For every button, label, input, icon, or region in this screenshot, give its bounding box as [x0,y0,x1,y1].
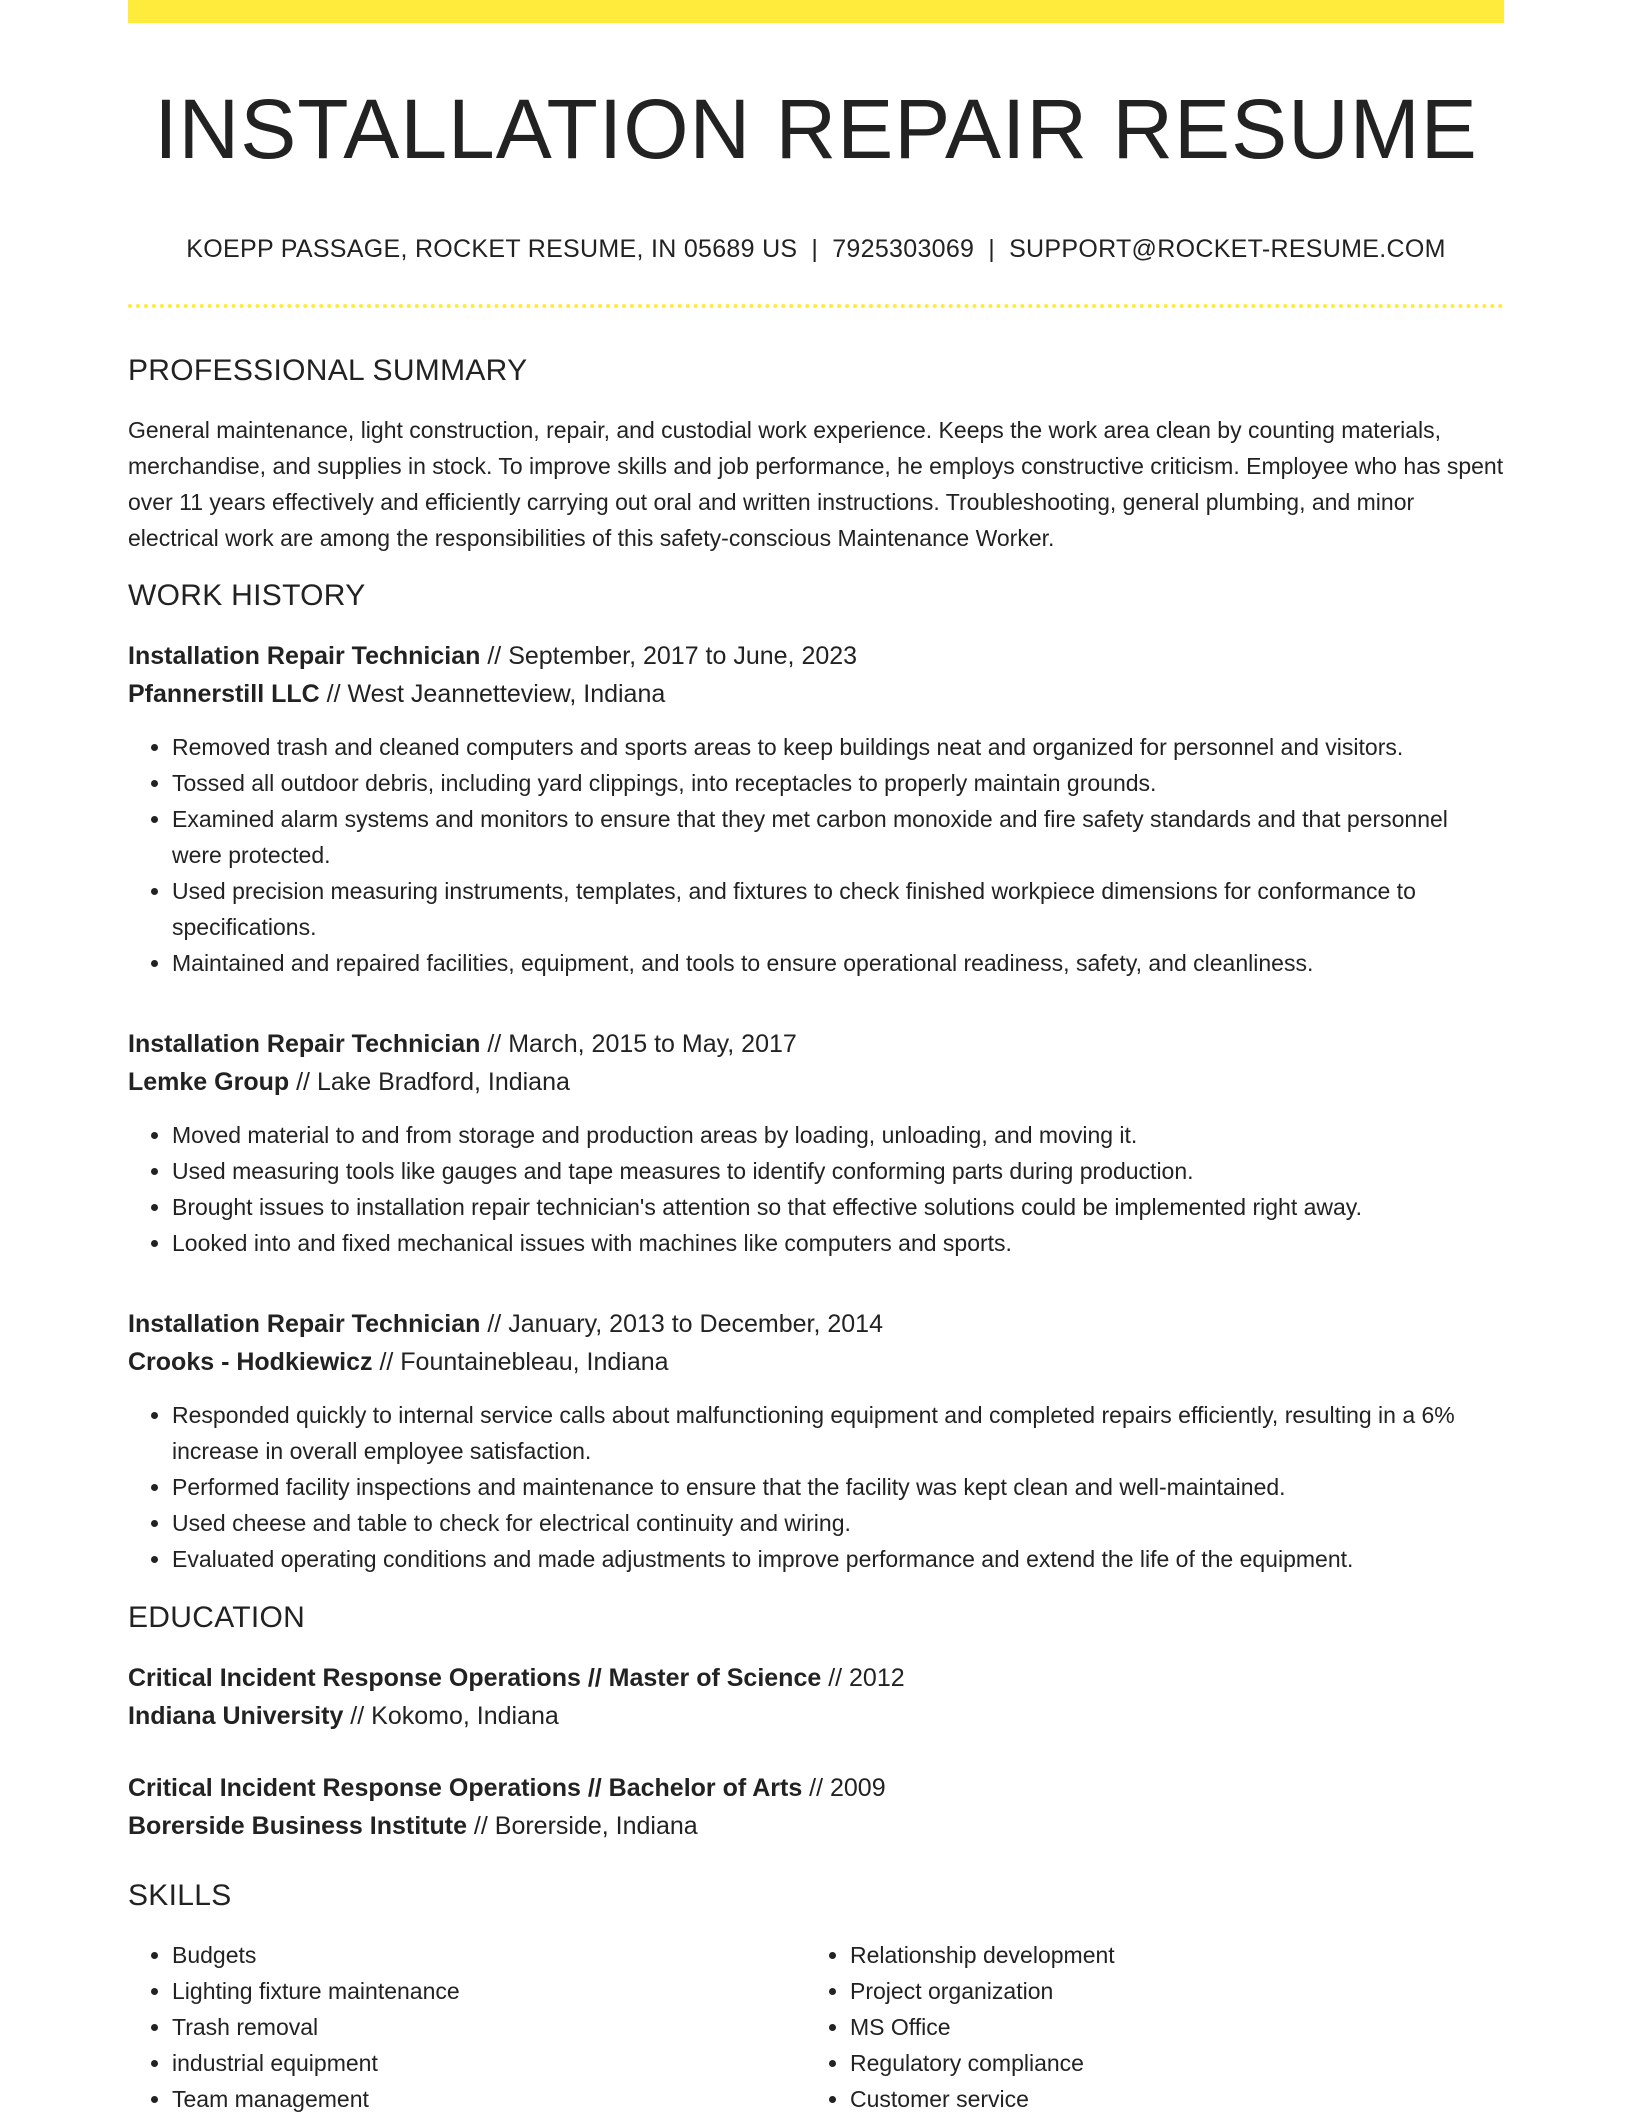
job-duty: • Used precision measuring instruments, templates, and fixtures to check finished workpiece dimensions for conformance to specifications. [172,873,1504,945]
summary-text: General maintenance, light construction, repair, and custodial work experience. Keeps the work area clean by counting materials, merchandise, and supplies in stock. To improve skills and job performance, he employs constructive criticism. Employee who has spent over 11 years effectively and efficiently carrying out oral and written instructions. Troubleshooting, general plumbing, and minor electrical work are among the responsibilities of this safety-conscious Maintenance Worker. [128,417,1504,552]
dotted-divider [128,304,1504,308]
job-duty: • Moved material to and from storage and production areas by loading, unloading, and moving it. [172,1117,1504,1153]
job-duty: • Removed trash and cleaned computers and sports areas to keep buildings neat and organized for personnel and visitors. [172,729,1504,765]
job-duty: • Used measuring tools like gauges and tape measures to identify conforming parts during production. [172,1153,1504,1189]
job-title-line [128,1025,1504,1063]
skill-item: • Customer service [850,2081,1484,2117]
skill-item: • MS Office [850,2009,1484,2045]
job-dates: // September, 2017 to June, 2023 [480,642,858,671]
job-duty: • Performed facility inspections and maintenance to ensure that the facility was kept clean and well-maintained. [172,1469,1504,1505]
degree-line [128,1769,1504,1807]
school-line [128,1697,1504,1735]
skills-left-column [128,1937,806,2117]
degree-year: // 2009 [802,1774,886,1803]
job-duties [128,1397,1504,1577]
job-duty: • Tossed all outdoor debris, including yard clippings, into receptacles to properly maintain grounds. [172,765,1504,801]
job-dates: // January, 2013 to December, 2014 [480,1310,883,1339]
job-company: Crooks - Hodkiewicz [128,1348,373,1377]
skills-columns [128,1937,1504,2117]
school-line [128,1807,1504,1845]
job-duty: • Examined alarm systems and monitors to ensure that they met carbon monoxide and fire safety standards and that personnel were protected. [172,801,1504,873]
education-entry [128,1659,1504,1735]
school-location: // Borerside, Indiana [466,1812,698,1841]
job-title: Installation Repair Technician [128,1030,481,1059]
job-company-line [128,1343,1504,1381]
school: Indiana University [128,1702,344,1731]
job-duty: • Used cheese and table to check for electrical continuity and wiring. [172,1505,1504,1541]
job-duty: • Brought issues to installation repair technician's attention so that effective solutions could be implemented right away. [172,1189,1504,1225]
skill-item: • Lighting fixture maintenance [172,1973,806,2009]
job-location: // West Jeannetteview, Indiana [319,680,666,709]
job-entry [128,1025,1504,1261]
job-title-line [128,637,1504,675]
skills-heading: SKILLS [128,1879,232,1913]
contact-separator: | [988,235,996,264]
job-duty: • Maintained and repaired facilities, equipment, and tools to ensure operational readiness, safety, and cleanliness. [172,945,1504,981]
skill-item: • Regulatory compliance [850,2045,1484,2081]
school: Borerside Business Institute [128,1812,467,1841]
job-title: Installation Repair Technician [128,1310,481,1339]
contact-separator: | [811,235,819,264]
skill-item: • industrial equipment [172,2045,806,2081]
education-entry [128,1769,1504,1845]
summary-heading: PROFESSIONAL SUMMARY [128,354,528,388]
job-duty: • Looked into and fixed mechanical issues with machines like computers and sports. [172,1225,1504,1261]
contact-phone: 7925303069 [832,235,975,264]
education-heading: EDUCATION [128,1601,306,1635]
degree-line [128,1659,1504,1697]
skill-item: • Trash removal [172,2009,806,2045]
contact-line [128,235,1504,264]
job-company-line [128,675,1504,713]
school-location: // Kokomo, Indiana [343,1702,559,1731]
job-company-line [128,1063,1504,1101]
job-title: Installation Repair Technician [128,642,481,671]
skill-item: • Team management [172,2081,806,2117]
job-duties [128,729,1504,981]
job-company: Lemke Group [128,1068,290,1097]
job-duties [128,1117,1504,1261]
job-company: Pfannerstill LLC [128,680,320,709]
job-duty: • Responded quickly to internal service calls about malfunctioning equipment and completed repairs efficiently, resulting in a 6% increase in overall employee satisfaction. [172,1397,1504,1469]
job-dates: // March, 2015 to May, 2017 [480,1030,797,1059]
skill-item: • Budgets [172,1937,806,1973]
accent-bar [128,0,1504,23]
job-title-line [128,1305,1504,1343]
degree: Critical Incident Response Operations // Master of Science [128,1664,822,1693]
skill-item: • Relationship development [850,1937,1484,1973]
contact-address: KOEPP PASSAGE, ROCKET RESUME, IN 05689 US [186,235,798,264]
resume-page [128,0,1504,2117]
skills-right-column [806,1937,1484,2117]
degree: Critical Incident Response Operations // Bachelor of Arts [128,1774,803,1803]
job-entry [128,1305,1504,1577]
work-history-heading: WORK HISTORY [128,579,366,613]
degree-year: // 2012 [821,1664,905,1693]
job-location: // Lake Bradford, Indiana [289,1068,570,1097]
resume-title: INSTALLATION REPAIR RESUME [154,82,1478,176]
skill-item: • Project organization [850,1973,1484,2009]
job-entry [128,637,1504,981]
contact-email: SUPPORT@ROCKET-RESUME.COM [1009,235,1446,264]
job-duty: • Evaluated operating conditions and made adjustments to improve performance and extend the life of the equipment. [172,1541,1504,1577]
job-location: // Fountainebleau, Indiana [372,1348,669,1377]
